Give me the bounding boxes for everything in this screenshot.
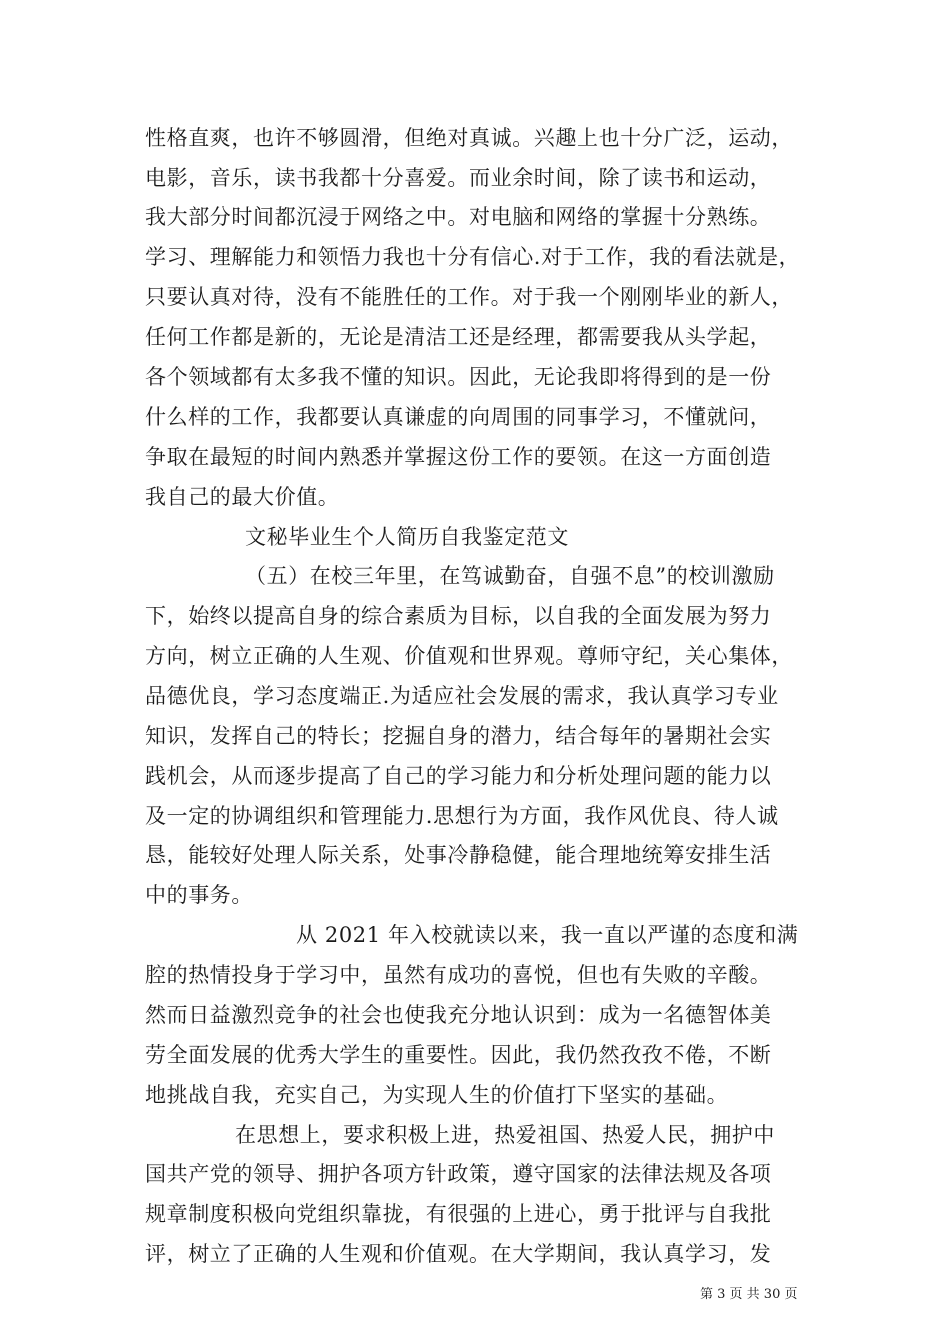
text-line: 各个领域都有太多我不懂的知识。因此，无论我即将得到的是一份 xyxy=(145,365,772,389)
text-line: （五）在校三年里，在笃诚勤奋，自强不息”的校训激励 xyxy=(245,564,775,588)
page-number: 第 3 页 共 30 页 xyxy=(700,1287,798,1302)
text-line: 下，始终以提高自身的综合素质为目标，以自我的全面发展为努力 xyxy=(145,604,772,628)
text-line: 劳全面发展的优秀大学生的重要性。因此，我仍然孜孜不倦，不断 xyxy=(145,1043,772,1067)
text-line: 评，树立了正确的人生观和价值观。在大学期间，我认真学习，发 xyxy=(145,1242,772,1266)
text-line: 方向，树立正确的人生观、价值观和世界观。尊师守纪，关心集体， xyxy=(145,644,793,668)
text-line: 争取在最短的时间内熟悉并掌握这份工作的要领。在这一方面创造 xyxy=(145,445,772,469)
text-line: 恳，能较好处理人际关系，处事冷静稳健，能合理地统筹安排生活 xyxy=(145,843,772,867)
text-line: 在思想上，要求积极上进，热爱祖国、热爱人民，拥护中 xyxy=(235,1123,775,1147)
text-line: 从 2021 年入校就读以来，我一直以严谨的态度和满 xyxy=(296,923,799,947)
text-line: 电影，音乐，读书我都十分喜爱。而业余时间，除了读书和运动， xyxy=(145,166,772,190)
text-line: 性格直爽，也许不够圆滑，但绝对真诚。兴趣上也十分广泛，运动， xyxy=(145,126,793,150)
text-line: 品德优良，学习态度端正.为适应社会发展的需求，我认真学习专业 xyxy=(145,684,779,708)
text-line: 什么样的工作，我都要认真谦虚的向周围的同事学习，不懂就问， xyxy=(145,405,772,429)
text-line: 地挑战自我，充实自己，为实现人生的价值打下坚实的基础。 xyxy=(145,1083,729,1107)
section-heading: 文秘毕业生个人简历自我鉴定范文 xyxy=(245,525,569,549)
text-line: 只要认真对待，没有不能胜任的工作。对于我一个刚刚毕业的新人， xyxy=(145,285,793,309)
text-line: 然而日益激烈竞争的社会也使我充分地认识到：成为一名德智体美 xyxy=(145,1003,772,1027)
text-line: 规章制度积极向党组织靠拢，有很强的上进心，勇于批评与自我批 xyxy=(145,1202,772,1226)
text-line: 践机会，从而逐步提高了自己的学习能力和分析处理问题的能力以 xyxy=(145,764,772,788)
text-line: 国共产党的领导、拥护各项方针政策，遵守国家的法律法规及各项 xyxy=(145,1162,772,1186)
text-line: 任何工作都是新的，无论是清洁工还是经理，都需要我从头学起， xyxy=(145,325,772,349)
text-line: 中的事务。 xyxy=(145,883,253,907)
text-line: 知识，发挥自己的特长；挖掘自身的潜力，结合每年的暑期社会实 xyxy=(145,724,772,748)
text-line: 我自己的最大价值。 xyxy=(145,485,340,509)
text-line: 腔的热情投身于学习中，虽然有成功的喜悦，但也有失败的辛酸。 xyxy=(145,963,772,987)
text-line: 我大部分时间都沉浸于网络之中。对电脑和网络的掌握十分熟练。 xyxy=(145,205,772,229)
text-line: 学习、理解能力和领悟力我也十分有信心.对于工作，我的看法就是， xyxy=(145,245,801,269)
text-line: 及一定的协调组织和管理能力.思想行为方面，我作风优良、待人诚 xyxy=(145,804,779,828)
